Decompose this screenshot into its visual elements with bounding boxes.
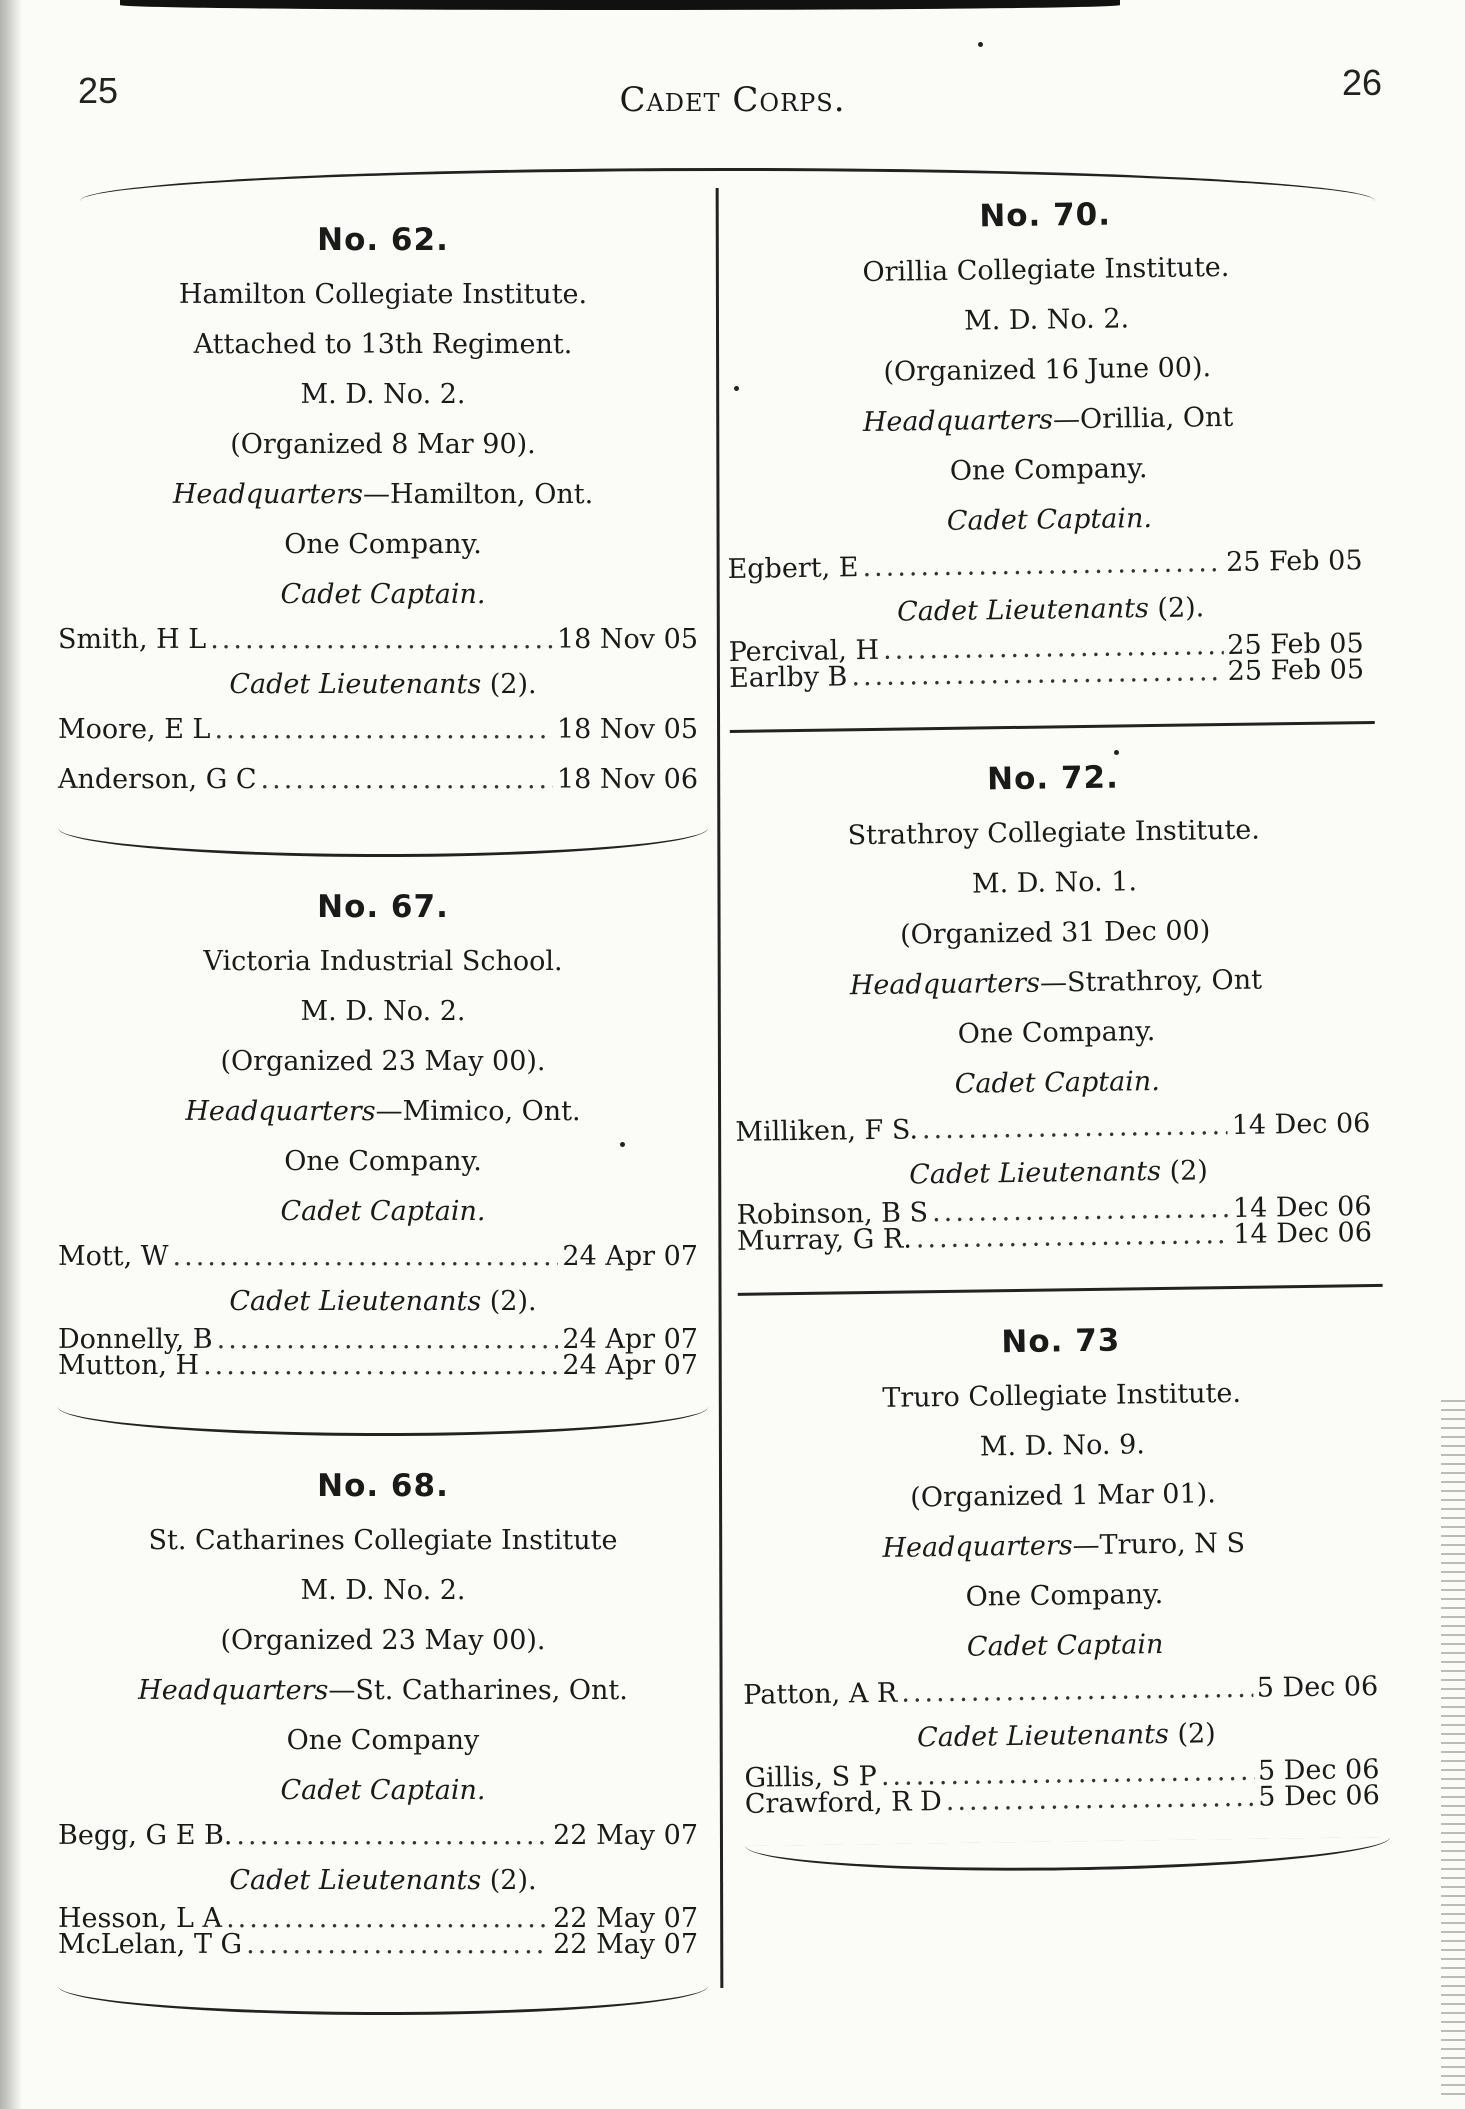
lieutenants-heading-label: Cadet Lieutenants	[916, 1718, 1170, 1754]
corps-number: No. 68.	[317, 1468, 449, 1504]
lieutenants-heading-count: (2).	[1148, 592, 1205, 625]
military-district: M. D. No. 9.	[979, 1429, 1146, 1463]
right-page-number: 26	[1342, 62, 1383, 103]
officer-name: Anderson, G C	[58, 764, 257, 795]
institution-name: Hamilton Collegiate Institute.	[178, 279, 588, 310]
headquarters-label: Headquarters	[862, 404, 1054, 439]
leader-dots	[946, 1785, 1255, 1815]
officer-name: Gillis, S P	[744, 1760, 878, 1794]
print-speck	[1114, 750, 1119, 755]
military-district: M. D. No. 2.	[963, 303, 1130, 337]
military-district: M. D. No. 2.	[300, 996, 466, 1027]
officer-date: 14 Dec 06	[1231, 1108, 1371, 1141]
print-speck	[978, 42, 983, 47]
lieutenants-heading-label: Cadet Lieutenants	[229, 1865, 482, 1896]
company-count: One Company.	[957, 1016, 1156, 1050]
entry-separator	[58, 1986, 708, 2015]
organized-date: (Organized 23 May 00).	[220, 1046, 546, 1077]
headquarters	[733, 954, 1379, 1013]
left-column	[58, 190, 708, 2023]
entry-separator	[58, 1407, 708, 1436]
leader-dots	[173, 1237, 559, 1277]
page-header	[0, 0, 1465, 180]
headquarters-place: —Mimico, Ont.	[375, 1096, 581, 1127]
officer-row	[58, 1929, 708, 1960]
officer-name: Hesson, L A	[58, 1903, 223, 1934]
officer-name: Moore, E L	[58, 714, 211, 745]
officer-name: Smith, H L	[58, 624, 207, 655]
lieutenants-heading-count: (2).	[481, 669, 537, 700]
organized-date: (Organized 23 May 00).	[220, 1625, 546, 1656]
officer-date: 22 May 07	[553, 1903, 698, 1934]
military-district: M. D. No. 2.	[300, 379, 466, 410]
headquarters-label: Headquarters	[185, 1096, 376, 1127]
officer-name: Egbert, E	[727, 552, 859, 585]
print-speck	[734, 386, 739, 391]
leader-dots	[214, 710, 553, 750]
right-column	[722, 161, 1391, 1883]
officer-name: McLelan, T G	[58, 1929, 243, 1960]
lieutenants-heading	[58, 1856, 708, 1906]
officer-name: Mott, W	[58, 1241, 169, 1272]
corps-number: No. 62.	[317, 222, 449, 258]
officer-name: Patton, A R	[743, 1677, 898, 1711]
leader-dots	[916, 1222, 1230, 1252]
headquarters-label: Headquarters	[849, 967, 1041, 1002]
page-right-edge	[1441, 1400, 1465, 2100]
officer-date: 22 May 07	[553, 1820, 698, 1851]
company-count: One Company.	[949, 453, 1148, 487]
officer-date: 14 Dec 06	[1233, 1217, 1373, 1250]
officer-date: 24 Apr 07	[562, 1350, 698, 1381]
headquarters	[741, 1517, 1387, 1576]
headquarters-label: Headquarters	[172, 479, 364, 510]
leader-dots	[217, 1327, 559, 1353]
corps-number: No. 73	[1001, 1322, 1121, 1361]
lieutenants-heading-label: Cadet Lieutenants	[909, 1155, 1162, 1191]
headquarters	[58, 1666, 708, 1716]
captain-heading: Cadet Captain.	[280, 1196, 486, 1227]
column-divider	[716, 188, 724, 1988]
officer-row	[744, 1779, 1390, 1820]
corps-number: No. 70.	[979, 196, 1112, 235]
company-count: One Company.	[284, 529, 482, 560]
company-count: One Company.	[284, 1146, 482, 1177]
lieutenants-heading	[58, 1277, 708, 1327]
officer-row	[58, 1350, 708, 1381]
lieutenants-heading-label: Cadet Lieutenants	[896, 593, 1150, 628]
company-count: One Company.	[965, 1578, 1164, 1613]
left-page-number: 25	[78, 70, 119, 111]
officer-date: 25 Feb 05	[1227, 628, 1364, 661]
headquarters-place: —Orillia, Ont	[1052, 401, 1234, 436]
officer-row	[58, 620, 708, 660]
military-district: M. D. No. 1.	[971, 866, 1138, 900]
captain-heading: Cadet Captain.	[280, 1775, 486, 1806]
officer-name: Crawford, R D	[744, 1786, 942, 1820]
organized-date: (Organized 1 Mar 01).	[910, 1478, 1217, 1514]
officer-row	[58, 710, 708, 750]
lieutenants-heading-label: Cadet Lieutenants	[229, 669, 482, 700]
captain-heading: Cadet Captain.	[954, 1065, 1161, 1100]
officer-date: 5 Dec 06	[1258, 1779, 1380, 1813]
officer-date: 25 Feb 05	[1225, 545, 1363, 578]
running-title: Cadet Corps.	[619, 80, 846, 120]
military-district: M. D. No. 2.	[300, 1575, 466, 1606]
officer-name: Percival, H	[728, 634, 880, 668]
officer-date: 25 Feb 05	[1227, 654, 1365, 687]
leader-dots	[203, 1353, 558, 1379]
leader-dots	[210, 620, 553, 660]
company-count: One Company	[286, 1725, 480, 1756]
corps-number: No. 67.	[317, 889, 449, 925]
officer-name: Milliken, F S.	[735, 1114, 919, 1148]
organized-date: (Organized 31 Dec 00)	[899, 915, 1211, 951]
officer-name: Begg, G E B.	[58, 1820, 233, 1851]
officer-row	[58, 1816, 708, 1856]
leader-dots	[862, 543, 1222, 588]
officer-date: 5 Dec 06	[1256, 1670, 1379, 1704]
page-left-shadow	[0, 0, 22, 2109]
headquarters-place: —St. Catharines, Ont.	[328, 1675, 628, 1706]
headquarters-place: —Strathroy, Ont	[1039, 964, 1263, 999]
headquarters-label: Headquarters	[882, 1530, 1073, 1564]
corps-number: No. 72.	[986, 759, 1120, 798]
leader-dots	[922, 1106, 1228, 1150]
leader-dots	[246, 1932, 549, 1958]
institution-name: St. Catharines Collegiate Institute	[148, 1525, 618, 1556]
row-gap	[58, 750, 708, 760]
officer-date: 18 Nov 05	[556, 714, 698, 745]
organized-date: (Organized 8 Mar 90).	[230, 429, 536, 460]
officer-date: 5 Dec 06	[1257, 1753, 1380, 1787]
lieutenants-heading-count: (2).	[481, 1286, 537, 1317]
captain-heading: Cadet Captain.	[946, 503, 1153, 537]
officer-date: 18 Nov 05	[556, 624, 698, 655]
officer-name: Earlby B	[728, 661, 848, 694]
officer-name: Murray, G R.	[736, 1223, 913, 1257]
corps-entry-70	[722, 193, 1374, 733]
leader-dots	[236, 1816, 549, 1856]
headquarters-label: Headquarters	[138, 1675, 329, 1706]
entry-separator	[58, 828, 708, 857]
officer-row	[58, 1237, 708, 1277]
leader-dots	[226, 1906, 549, 1932]
captain-heading: Cadet Captain.	[280, 579, 486, 610]
institution-name: Victoria Industrial School.	[203, 946, 563, 977]
corps-entry-72	[730, 756, 1382, 1296]
corps-entry-62	[58, 222, 708, 857]
leader-dots	[261, 760, 553, 800]
officer-row	[728, 654, 1374, 694]
entry-separator	[745, 1837, 1390, 1875]
institution-name: Truro Collegiate Institute.	[882, 1377, 1242, 1414]
entry-separator	[738, 1284, 1383, 1296]
officer-date: 18 Nov 06	[556, 764, 698, 795]
corps-entry-68	[58, 1468, 708, 2015]
lieutenants-heading-label: Cadet Lieutenants	[229, 1286, 482, 1317]
lieutenants-heading-count: (2)	[1168, 1718, 1216, 1750]
leader-dots	[851, 659, 1224, 690]
headquarters	[725, 391, 1371, 450]
lieutenants-heading	[58, 660, 708, 710]
officer-date: 22 May 07	[553, 1929, 698, 1960]
officer-name: Donnelly, B	[58, 1324, 213, 1355]
lieutenants-heading-count: (2)	[1160, 1155, 1209, 1187]
institution-name: Orillia Collegiate Institute.	[862, 251, 1230, 289]
lieutenants-heading-count: (2).	[481, 1865, 537, 1896]
headquarters-place: —Hamilton, Ont.	[363, 479, 594, 510]
attached-regiment: Attached to 13th Regiment.	[193, 329, 573, 360]
officer-date: 24 Apr 07	[562, 1241, 698, 1272]
captain-heading: Cadet Captain	[966, 1628, 1164, 1663]
officer-row	[736, 1217, 1382, 1257]
officer-name: Robinson, B S	[736, 1197, 929, 1231]
print-speck	[620, 1142, 625, 1147]
officer-date: 24 Apr 07	[562, 1324, 698, 1355]
headquarters-place: —Truro, N S	[1072, 1527, 1246, 1562]
headquarters	[58, 1087, 708, 1137]
organized-date: (Organized 16 June 00).	[883, 352, 1212, 388]
leader-dots	[901, 1669, 1253, 1714]
headquarters	[58, 470, 708, 520]
officer-name: Mutton, H	[58, 1350, 200, 1381]
corps-entry-73	[738, 1319, 1391, 1875]
officer-row	[58, 760, 708, 800]
officer-date: 14 Dec 06	[1232, 1191, 1372, 1224]
corps-entry-67	[58, 889, 708, 1436]
institution-name: Strathroy Collegiate Institute.	[847, 814, 1261, 852]
entry-separator	[730, 721, 1375, 733]
